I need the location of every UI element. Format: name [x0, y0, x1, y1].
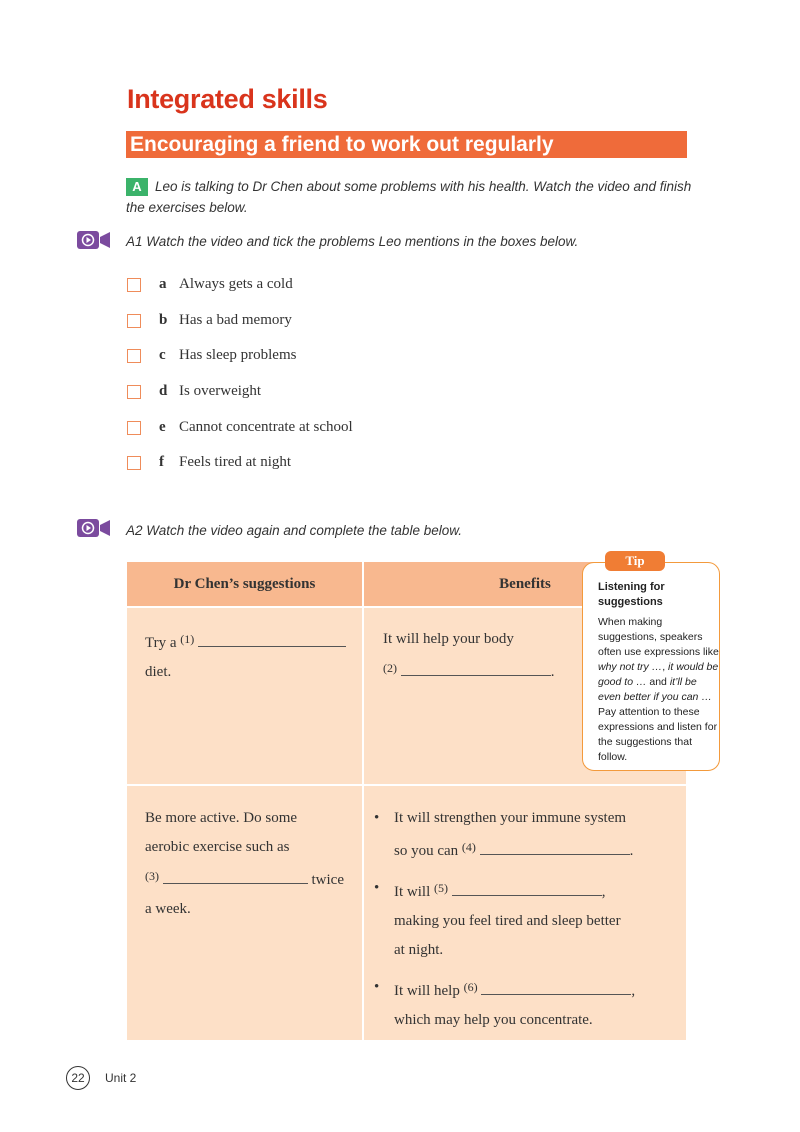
- tip-body-text: and: [646, 676, 670, 688]
- option-letter: d: [159, 383, 168, 399]
- row2-text-2: aerobic exercise such as: [145, 839, 290, 855]
- option-text: Has a bad memory: [179, 312, 292, 328]
- blank-1[interactable]: [198, 632, 346, 647]
- blank-4[interactable]: [480, 840, 630, 855]
- row2-text-1: Be more active. Do some: [145, 810, 298, 826]
- video-camera-icon[interactable]: [77, 518, 110, 538]
- benefit-1-text-b: so you can: [394, 843, 459, 859]
- tip-body-text: ,: [662, 661, 669, 673]
- blank-number-1: (1): [180, 632, 195, 646]
- benefit-2-text-a: It will: [394, 884, 431, 900]
- row1-benefit-text: It will help your body: [383, 631, 514, 647]
- option-text: Has sleep problems: [179, 347, 297, 363]
- option-text: Is overweight: [179, 383, 262, 399]
- tip-body-text: Pay attention to these expressions and listen for the suggestions that follow.: [598, 706, 718, 763]
- row1-benefit-end: .: [550, 664, 555, 680]
- row1-text-a: Try a: [145, 635, 177, 651]
- option-text: Feels tired at night: [179, 454, 292, 470]
- tip-example-3: it’ll be even better if you can …: [598, 676, 712, 703]
- tip-example-1: why not try …: [598, 661, 663, 673]
- table-header-benefits: Benefits: [364, 562, 686, 606]
- bullet: •: [374, 979, 380, 995]
- a2-instruction: A2 Watch the video again and complete the table below.: [126, 523, 462, 538]
- table-cell-row1-suggestion: [127, 608, 362, 784]
- benefit-2-text-b: making you feel tired and sleep better: [394, 913, 621, 929]
- unit-label: Unit 2: [105, 1071, 137, 1085]
- benefit-3-text-b: which may help you concentrate.: [394, 1012, 593, 1028]
- blank-5[interactable]: [452, 881, 602, 896]
- video-camera-icon[interactable]: [77, 230, 110, 250]
- option-c-checkbox[interactable]: [127, 349, 141, 363]
- option-letter: e: [159, 419, 166, 435]
- bullet: •: [374, 880, 380, 896]
- a1-instruction: A1 Watch the video and tick the problems Leo mentions in the boxes below.: [126, 234, 579, 249]
- blank-2[interactable]: [401, 661, 551, 676]
- blank-number-4: (4): [461, 840, 476, 854]
- tip-example-2: it would be good to …: [598, 661, 719, 688]
- table-header-suggestions: Dr Chen’s suggestions: [127, 562, 362, 606]
- option-f-checkbox[interactable]: [127, 456, 141, 470]
- table-cell-row2-suggestion: [127, 786, 362, 1040]
- row2-text-3: twice: [311, 872, 344, 888]
- benefit-item-1: [374, 804, 684, 866]
- subtitle: Encouraging a friend to work out regularly: [130, 133, 554, 156]
- option-d-checkbox[interactable]: [127, 385, 141, 399]
- option-text: Always gets a cold: [179, 276, 293, 292]
- option-b-checkbox[interactable]: [127, 314, 141, 328]
- option-e-checkbox[interactable]: [127, 421, 141, 435]
- benefit-item-2: [374, 874, 684, 965]
- benefit-2-end: ,: [601, 884, 606, 900]
- benefit-3-text-a: It will help: [394, 983, 460, 999]
- bullet: •: [374, 810, 380, 826]
- option-letter: c: [159, 347, 166, 363]
- option-a-checkbox[interactable]: [127, 278, 141, 292]
- row1-text-b: diet.: [145, 664, 172, 680]
- tip-body-text: When making suggestions, speakers often use expressions like: [598, 616, 719, 658]
- section-intro-line-2: the exercises below.: [126, 200, 248, 215]
- page-number: 22: [66, 1066, 90, 1090]
- tip-body: [598, 615, 720, 765]
- page-title: Integrated skills: [127, 84, 328, 114]
- blank-number-3: (3): [145, 869, 159, 883]
- blank-number-6: (6): [463, 980, 478, 994]
- option-letter: f: [159, 454, 164, 470]
- section-intro-line-1: Leo is talking to Dr Chen about some problems with his health. Watch the video and finish: [155, 179, 692, 194]
- blank-number-5: (5): [434, 881, 448, 895]
- benefit-3-end: ,: [631, 983, 636, 999]
- blank-number-2: (2): [383, 661, 397, 675]
- benefit-2-text-c: at night.: [394, 942, 444, 958]
- option-letter: b: [159, 312, 168, 328]
- section-label-a: A: [126, 178, 148, 196]
- option-text: Cannot concentrate at school: [179, 419, 353, 435]
- blank-6[interactable]: [481, 980, 631, 995]
- benefit-1-end: .: [629, 843, 634, 859]
- benefit-1-text-a: It will strengthen your immune system: [394, 810, 627, 826]
- blank-3[interactable]: [163, 869, 308, 884]
- tip-title: Listening for suggestions: [598, 581, 665, 608]
- benefit-item-3: [374, 973, 684, 1035]
- tip-label: Tip: [605, 551, 665, 571]
- table-cell-row2-benefits: [364, 786, 686, 1040]
- option-letter: a: [159, 276, 167, 292]
- row2-text-4: a week.: [145, 901, 191, 917]
